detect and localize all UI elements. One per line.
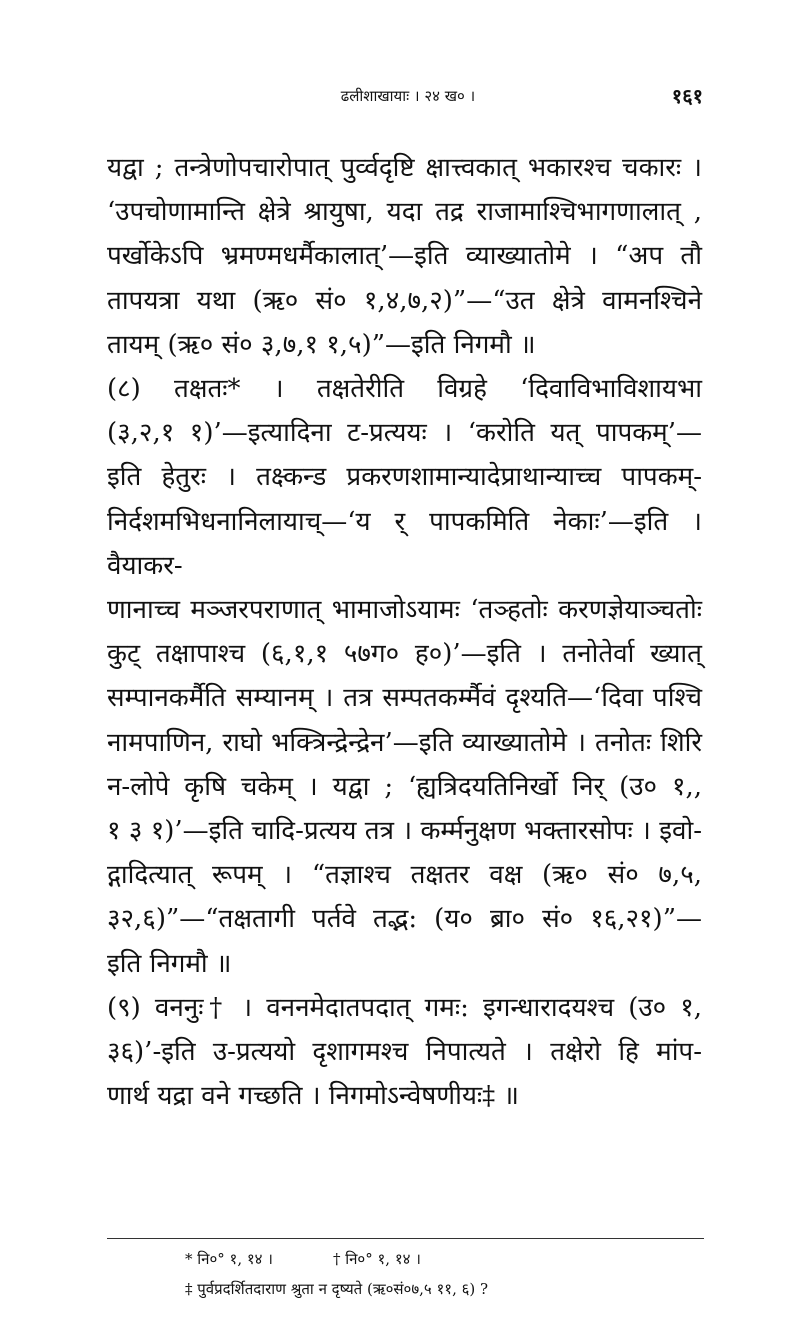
running-head <box>113 82 703 112</box>
text-line: (९) वननुः† । वननमेदातपदात् गमः: इगन्धारादयश्च (उ० १, <box>107 992 702 1023</box>
text-line: तायम् (ऋ० सं० ३,७,१ १,५)”—इति निगमौ ॥ <box>107 329 536 360</box>
text-line: इति हेतुरः । तक्ष्कन्ड प्रकरणशामान्यादेप्राथान्याच्च पापकम्- <box>107 462 702 493</box>
main-text <box>107 146 702 1118</box>
footnotes <box>185 1244 665 1304</box>
text-line: णार्थ यद्रा वने गच्छति । निगमोऽन्वेषणीयः‡ ॥ <box>107 1081 520 1112</box>
footnote-line <box>185 1244 665 1274</box>
running-head-title: ढलीशाखायाः । २४ ख० । <box>340 87 476 105</box>
text-line: न-लोपे कृषि चकेम् । यद्वा ; ‘ह्यत्रिदयतिनिर्खो निर् (उ० १,, <box>107 771 702 802</box>
text-line: ३६)’-इति उ-प्रत्ययो दृशागमश्च निपात्यते । तक्षेरो हि मांप- <box>107 1037 702 1068</box>
text-line: णानाच्च मञ्जरपराणात् भामाजोऽयामः ‘तञ्हतोः करणज्ञेयाञ्चतोः <box>107 595 702 626</box>
text-line: तापयत्रा यथा (ऋ० सं० १,४,७,२)”—“उत क्षेत्रे वामनश्चिने <box>107 285 702 316</box>
text-line: ३२,६)”—“तक्षतागी पर्तवे तद्भ: (य० ब्रा० सं० १६,२१)”— <box>107 904 702 935</box>
text-line: सम्पानकर्मैति सम्यानम् । तत्र सम्पतकर्म्मैवं दृश्यति—‘दिवा पश्चि <box>107 683 702 714</box>
text-line: नामपाणिन, राघो भक्त्रिन्द्रेन्द्रेन’—इति व्याख्यातोमे । तनोतः शिरि <box>107 727 702 758</box>
text-line: (३,२,१ १)’—इत्यादिना ट-प्रत्ययः । ‘करोति यत् पापकम्’— <box>107 418 702 449</box>
text-line: (८) तक्षतः* । तक्षतेरीति विग्रहे ‘दिवाविभाविशायभा <box>107 374 702 405</box>
text-line: पर्खोकेऽपि भ्रमण्मधर्मैकालात्’—इति व्याख्यातोमे । “अप तौ <box>107 241 702 272</box>
text-line: इति निगमौ ॥ <box>107 948 232 979</box>
page-number: १६१ <box>671 84 703 108</box>
footnote: † नि०° १, १४ । <box>332 1250 421 1268</box>
text-line: द्गादित्यात् रूपम् । “तज्ञाश्च तक्षतर वक्ष (ऋ० सं० ७,५, <box>107 860 702 891</box>
footnote: * नि०° १, १४ । <box>185 1250 273 1268</box>
footnote-divider <box>107 1238 704 1239</box>
text-line: यद्वा ; तन्त्रेणोपचारोपात् पुर्व्वदृष्टि क्षात्त्वकात् भकारश्च चकारः । <box>107 153 702 183</box>
text-line: निर्दशमभिधनानिलायाच्—‘य र् पापकमिति नेकाः’—इति । वैयाकर- <box>107 506 702 581</box>
footnote: ‡ पुर्वप्रदर्शितदाराण श्रुता न दृष्यते (ऋ०सं०७,५ ११, ६) ? <box>185 1280 489 1298</box>
text-line: १ ३ १)’—इति चादि-प्रत्यय तत्र । कर्म्मनुक्षण भक्तारसोपः । इवो- <box>107 816 702 847</box>
text-line: ‘उपचोणामान्ति क्षेत्रे श्रायुषा, यदा तद्र राजामाश्चिभागणालात् , <box>107 197 702 228</box>
text-line: कुट् तक्षापाश्च (६,१,१ ५७ग० ह०)’—इति । तनोतेर्वा ख्यात् <box>107 639 702 670</box>
